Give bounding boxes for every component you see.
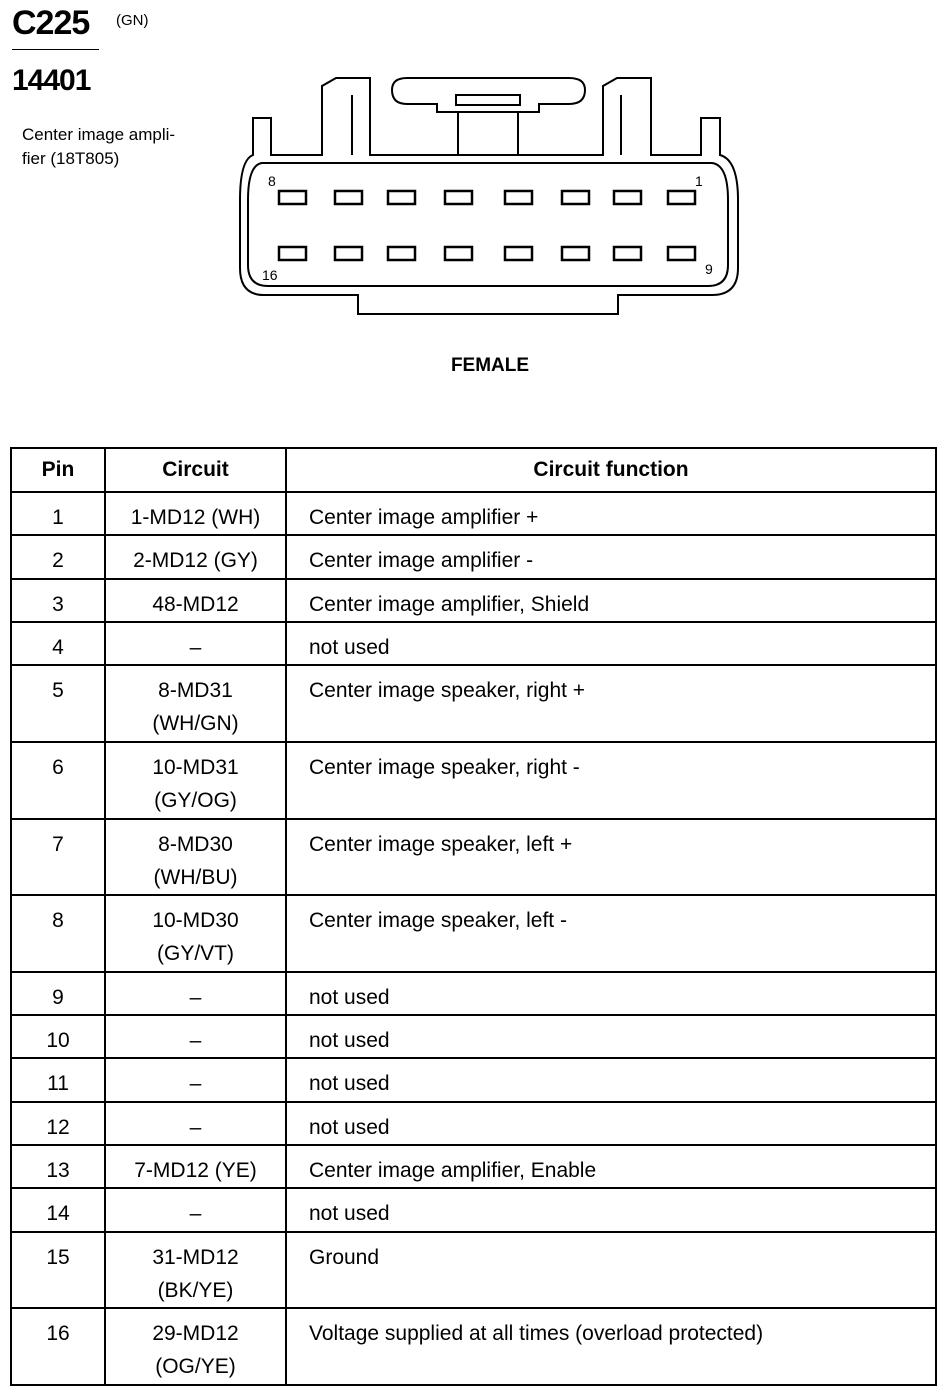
circuit-line: (GY/VT) bbox=[157, 942, 234, 966]
pin-number-cell bbox=[11, 1308, 105, 1385]
pin-cavity-10 bbox=[614, 247, 641, 260]
cavity-row-bottom bbox=[279, 247, 695, 260]
circuit-line: (WH/BU) bbox=[153, 865, 238, 889]
circuit-function-cell bbox=[286, 1188, 936, 1231]
circuit-function-cell bbox=[286, 1232, 936, 1309]
connector-inner-shell bbox=[248, 163, 728, 286]
pin-number-cell bbox=[11, 742, 105, 819]
header-circuit: Circuit bbox=[105, 448, 286, 492]
circuit-function-cell bbox=[286, 622, 936, 665]
circuit-function: Ground bbox=[309, 1245, 380, 1269]
circuit-line: (OG/YE) bbox=[155, 1355, 236, 1379]
pin-number: 15 bbox=[46, 1245, 70, 1269]
circuit-line: 29-MD12 bbox=[152, 1322, 239, 1346]
description-line-2: fier (18T805) bbox=[22, 149, 120, 168]
pin-label-8: 8 bbox=[268, 173, 276, 189]
circuit-line: 1-MD12 (WH) bbox=[130, 506, 261, 529]
circuit-line: – bbox=[189, 1072, 202, 1096]
pin-number: 6 bbox=[52, 755, 64, 779]
circuit-cell bbox=[105, 895, 286, 972]
circuit-cell bbox=[105, 492, 286, 535]
circuit-cell bbox=[105, 1058, 286, 1101]
table-row bbox=[11, 742, 936, 819]
circuit-function-cell bbox=[286, 819, 936, 896]
pin-number-cell bbox=[11, 535, 105, 578]
circuit-function-cell bbox=[286, 1102, 936, 1145]
circuit-function-cell bbox=[286, 1058, 936, 1101]
pin-number: 5 bbox=[52, 679, 64, 703]
table-row bbox=[11, 972, 936, 1015]
circuit-line: 8-MD30 bbox=[158, 832, 233, 856]
pin-cavity-12 bbox=[505, 247, 532, 260]
circuit-line: (BK/YE) bbox=[157, 1278, 234, 1302]
pin-number: 9 bbox=[52, 985, 64, 1009]
circuit-function-cell bbox=[286, 665, 936, 742]
pin-number: 4 bbox=[52, 635, 64, 659]
table-row bbox=[11, 819, 936, 896]
header-pin: Pin bbox=[11, 448, 105, 492]
circuit-function: Center image amplifier, Shield bbox=[309, 592, 590, 616]
pin-cavity-7 bbox=[335, 191, 362, 204]
pin-number-cell bbox=[11, 895, 105, 972]
table-row bbox=[11, 1015, 936, 1058]
circuit-function-cell bbox=[286, 895, 936, 972]
pin-cavity-1 bbox=[668, 191, 695, 204]
table-row bbox=[11, 1188, 936, 1231]
circuit-cell bbox=[105, 1232, 286, 1309]
connector-id: C225 bbox=[12, 4, 90, 42]
circuit-cell bbox=[105, 579, 286, 622]
pin-number-cell bbox=[11, 1058, 105, 1101]
pin-number: 16 bbox=[46, 1322, 70, 1346]
circuit-line: 48-MD12 bbox=[152, 592, 239, 616]
table-row bbox=[11, 492, 936, 535]
pin-number-cell bbox=[11, 1015, 105, 1058]
pin-number: 7 bbox=[52, 832, 64, 856]
circuit-function: not used bbox=[309, 985, 390, 1009]
circuit-line: – bbox=[189, 1202, 202, 1226]
pin-number-cell bbox=[11, 819, 105, 896]
circuit-cell bbox=[105, 1145, 286, 1188]
pin-number-cell bbox=[11, 579, 105, 622]
circuit-function: Center image speaker, right - bbox=[309, 755, 580, 779]
circuit-line: 2-MD12 (GY) bbox=[133, 549, 258, 573]
circuit-line: 10-MD31 bbox=[152, 755, 239, 779]
table-row bbox=[11, 665, 936, 742]
connector-body-outline bbox=[240, 78, 738, 314]
locking-latch bbox=[392, 78, 585, 155]
circuit-function-cell bbox=[286, 1308, 936, 1385]
circuit-function: not used bbox=[309, 1202, 390, 1226]
pin-number-cell bbox=[11, 1145, 105, 1188]
circuit-cell bbox=[105, 1308, 286, 1385]
circuit-line: 8-MD31 bbox=[158, 679, 233, 703]
connector-color-code: (GN) bbox=[116, 12, 149, 29]
pin-cavity-9 bbox=[668, 247, 695, 260]
circuit-function: Voltage supplied at all times (overload protected) bbox=[309, 1322, 764, 1346]
circuit-line: 7-MD12 (YE) bbox=[134, 1159, 257, 1182]
table-row bbox=[11, 895, 936, 972]
table-row bbox=[11, 535, 936, 578]
pin-cavity-4 bbox=[505, 191, 532, 204]
circuit-function: Center image amplifier - bbox=[309, 549, 534, 573]
circuit-line: – bbox=[189, 985, 202, 1009]
pin-number: 8 bbox=[52, 909, 64, 933]
pin-cavity-2 bbox=[614, 191, 641, 204]
pin-cavity-11 bbox=[562, 247, 589, 260]
description-line-1: Center image ampli- bbox=[22, 125, 176, 144]
pin-number-cell bbox=[11, 622, 105, 665]
pin-cavity-5 bbox=[445, 191, 472, 204]
pin-number-cell bbox=[11, 1232, 105, 1309]
pin-number: 12 bbox=[46, 1115, 70, 1139]
pin-cavity-8 bbox=[279, 191, 306, 204]
circuit-cell bbox=[105, 622, 286, 665]
circuit-cell bbox=[105, 1188, 286, 1231]
pin-label-1: 1 bbox=[695, 173, 703, 189]
pin-label-16: 16 bbox=[262, 267, 278, 283]
circuit-function-cell bbox=[286, 742, 936, 819]
circuit-cell bbox=[105, 819, 286, 896]
pin-number-cell bbox=[11, 492, 105, 535]
circuit-function-cell bbox=[286, 1015, 936, 1058]
pin-cavity-15 bbox=[335, 247, 362, 260]
circuit-cell bbox=[105, 1102, 286, 1145]
pin-number-cell bbox=[11, 1102, 105, 1145]
circuit-function-cell bbox=[286, 972, 936, 1015]
circuit-cell bbox=[105, 535, 286, 578]
circuit-function-cell bbox=[286, 492, 936, 535]
pin-cavity-14 bbox=[388, 247, 415, 260]
pin-number-cell bbox=[11, 972, 105, 1015]
connector-gender-label: FEMALE bbox=[450, 355, 530, 376]
pin-number-cell bbox=[11, 1188, 105, 1231]
circuit-function: Center image amplifier + bbox=[309, 506, 539, 529]
circuit-cell bbox=[105, 742, 286, 819]
table-header-row bbox=[11, 448, 936, 492]
circuit-function: Center image speaker, right + bbox=[309, 679, 586, 703]
circuit-function: not used bbox=[309, 1029, 390, 1053]
circuit-function: Center image speaker, left - bbox=[309, 909, 567, 933]
pin-number: 2 bbox=[52, 549, 64, 573]
table-row bbox=[11, 1102, 936, 1145]
part-number: 14401 bbox=[12, 64, 91, 97]
pin-cavity-3 bbox=[562, 191, 589, 204]
circuit-line: (GY/OG) bbox=[154, 788, 237, 812]
pin-number: 14 bbox=[46, 1202, 70, 1226]
circuit-cell bbox=[105, 665, 286, 742]
table-row bbox=[11, 622, 936, 665]
table-row bbox=[11, 1058, 936, 1101]
pin-cavity-13 bbox=[445, 247, 472, 260]
circuit-function: Center image amplifier, Enable bbox=[309, 1159, 597, 1182]
circuit-function: Center image speaker, left + bbox=[309, 832, 573, 856]
circuit-function-cell bbox=[286, 1145, 936, 1188]
header-circuit-function: Circuit function bbox=[286, 448, 936, 492]
circuit-function-cell bbox=[286, 535, 936, 578]
circuit-line: – bbox=[189, 1029, 202, 1053]
connector-face-diagram bbox=[0, 0, 947, 350]
circuit-cell bbox=[105, 972, 286, 1015]
pinout-table bbox=[10, 447, 937, 1386]
circuit-function-cell bbox=[286, 579, 936, 622]
circuit-line: – bbox=[189, 1115, 202, 1139]
pin-number: 10 bbox=[46, 1029, 70, 1053]
pin-number: 3 bbox=[52, 592, 64, 616]
circuit-line: – bbox=[189, 635, 202, 659]
pin-number: 11 bbox=[47, 1072, 69, 1096]
pin-cavity-16 bbox=[279, 247, 306, 260]
pin-number: 13 bbox=[46, 1159, 70, 1182]
circuit-function: not used bbox=[309, 1072, 390, 1096]
pin-number: 1 bbox=[52, 506, 64, 529]
table-row bbox=[11, 579, 936, 622]
circuit-line: (WH/GN) bbox=[152, 712, 239, 736]
circuit-line: 10-MD30 bbox=[152, 909, 239, 933]
circuit-function: not used bbox=[309, 635, 390, 659]
pin-label-9: 9 bbox=[705, 261, 713, 277]
pin-number-cell bbox=[11, 665, 105, 742]
circuit-cell bbox=[105, 1015, 286, 1058]
latch-tab bbox=[456, 95, 520, 105]
pin-cavity-6 bbox=[388, 191, 415, 204]
circuit-line: 31-MD12 bbox=[152, 1245, 239, 1269]
cavity-row-top bbox=[279, 191, 695, 204]
table-row bbox=[11, 1308, 936, 1385]
circuit-function: not used bbox=[309, 1115, 390, 1139]
table-row bbox=[11, 1145, 936, 1188]
table-row bbox=[11, 1232, 936, 1309]
